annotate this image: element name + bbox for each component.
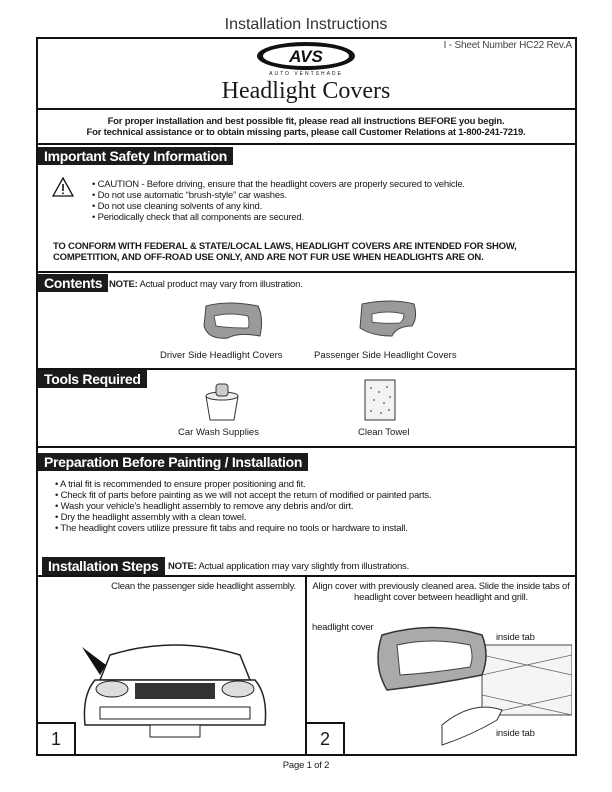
intro-line-2: For technical assistance or to obtain missing parts, please call Customer Relations at 1-800-241-7219. [86,127,526,138]
contents-note [109,279,303,290]
sheet-number: I - Sheet Number HC22 Rev.A [443,40,572,51]
towel-icon [362,378,398,424]
prep-bullet: • Dry the headlight assembly with a clean towel. [55,512,431,523]
note-text: Actual application may vary slightly from illustrations. [196,561,410,572]
safety-bullet: • CAUTION - Before driving, ensure that the headlight covers are properly secured to vehicle. [92,179,465,190]
safety-bullet: • Do not use cleaning solvents of any kind. [92,201,465,212]
contents-caption-passenger: Passenger Side Headlight Covers [314,350,457,361]
warning-triangle-icon [52,177,74,197]
safety-heading: Important Safety Information [38,147,233,165]
legal-line-1: TO CONFORM WITH FEDERAL & STATE/LOCAL LAWS, HEADLIGHT COVERS ARE INTENDED FOR SHOW, [53,241,517,252]
step-number-2: 2 [307,722,345,754]
preparation-list [55,479,431,534]
divider [36,108,577,110]
divider [36,271,577,273]
legal-line-2: COMPETITION, AND OFF-ROAD USE ONLY, AND ARE NOT FUR USE WHEN HEADLIGHTS ARE ON. [53,252,484,263]
prep-bullet: • A trial fit is recommended to ensure proper positioning and fit. [55,479,431,490]
tools-caption-wash: Car Wash Supplies [178,427,259,438]
step-1-car-illustration [70,625,280,750]
step-2-text: Align cover with previously cleaned area. Slide the inside tabs of headlight cover between headlight and grill. [312,581,570,603]
svg-text:AVS: AVS [289,47,323,66]
note-text: Actual product may vary from illustration. [137,279,303,290]
callout-headlight-cover: headlight cover [312,622,374,633]
callout-inside-tab-bottom: inside tab [496,728,535,739]
tools-caption-towel: Clean Towel [358,427,410,438]
intro-line-1: For proper installation and best possible fit, please read all instructions BEFORE you begin. [107,116,505,127]
car-wash-bucket-icon [200,380,244,424]
tools-heading: Tools Required [38,370,147,388]
svg-text:AUTO VENTSHADE: AUTO VENTSHADE [269,71,343,76]
document-title: Installation Instructions [224,16,388,33]
prep-bullet: • The headlight covers utilize pressure fit tabs and require no tools or hardware to install. [55,523,431,534]
step-1-text: Clean the passenger side headlight assembly. [111,581,296,592]
contents-heading: Contents [38,274,108,292]
product-title: Headlight Covers [221,78,391,104]
divider [36,143,577,145]
note-label: NOTE: [109,279,138,290]
safety-list [92,179,465,223]
arrow-icon [82,647,106,675]
step-number-1: 1 [38,722,76,754]
preparation-heading: Preparation Before Painting / Installation [38,453,308,471]
safety-bullet: • Periodically check that all components are secured. [92,212,465,223]
page-number: Page 1 of 2 [282,760,330,771]
divider [36,446,577,448]
steps-heading: Installation Steps [42,557,165,575]
prep-bullet: • Check fit of parts before painting as we will not accept the return of modified or painted parts. [55,490,431,501]
note-label: NOTE: [168,561,197,572]
safety-bullet: • Do not use automatic “brush-style” car washes. [92,190,465,201]
contents-caption-driver: Driver Side Headlight Covers [160,350,283,361]
prep-bullet: • Wash your vehicle's headlight assembly to remove any debris and/or dirt. [55,501,431,512]
steps-note [168,561,409,572]
step-2-install-illustration [372,615,572,750]
avs-logo [254,40,358,76]
driver-cover-image [198,298,268,343]
passenger-cover-image [352,296,422,341]
callout-inside-tab-top: inside tab [496,632,535,643]
